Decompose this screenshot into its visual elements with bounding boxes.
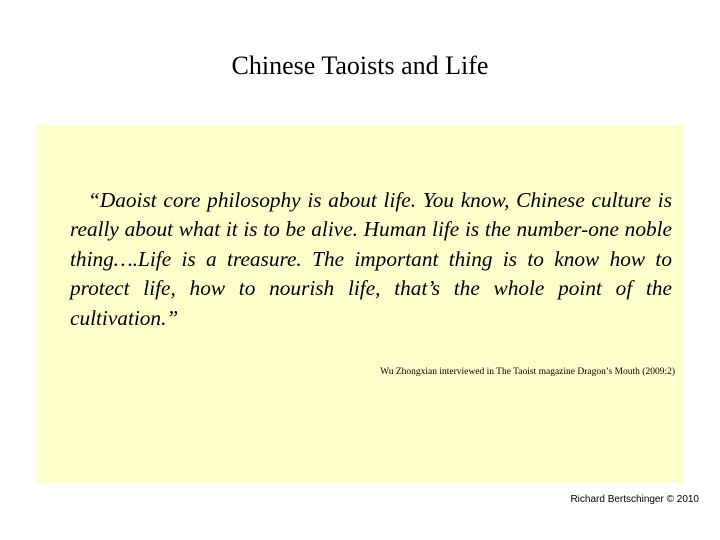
slide-title: Chinese Taoists and Life bbox=[231, 51, 489, 80]
copyright-footer: Richard Bertschinger © 2010 bbox=[570, 494, 699, 505]
quote-text: “Daoist core philosophy is about life. You know, Chinese culture is really about what it is to be alive. Human life is the number-one noble thing….Life is a treasure. The important thing is to know how to protect life, how to nourish life, that’s the whole point of the cultivation.” bbox=[70, 188, 672, 330]
quote-box bbox=[37, 125, 684, 483]
quote-citation: Wu Zhongxian interviewed in The Taoist magazine Dragon’s Mouth (2009:2) bbox=[380, 367, 675, 377]
